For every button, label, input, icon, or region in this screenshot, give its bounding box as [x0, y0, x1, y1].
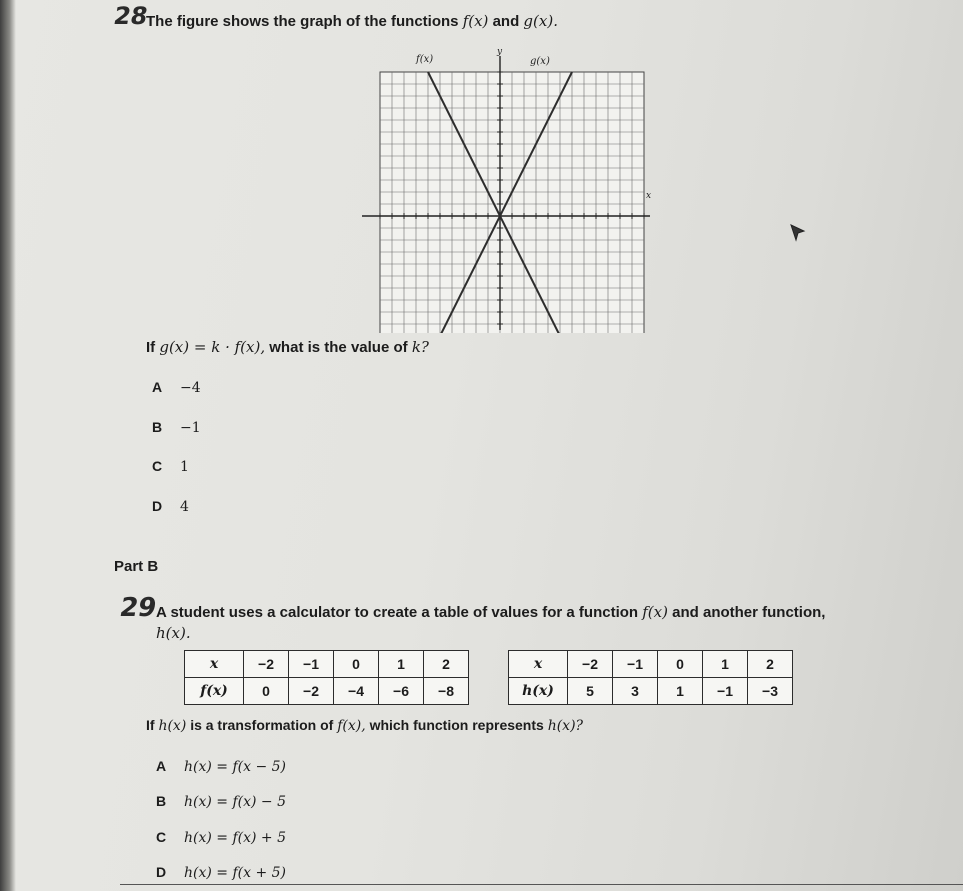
table-cell: 1	[658, 678, 703, 705]
q28-option-d[interactable]	[152, 498, 189, 515]
q29-number: 29	[117, 593, 159, 623]
q28-question-if: If	[146, 339, 156, 356]
graph-f-label: f(x)	[416, 54, 434, 65]
q28-prompt-g: g(x).	[523, 12, 558, 30]
table-cell: 1	[703, 651, 748, 678]
table-header-x: x	[509, 651, 568, 678]
table-cell: −2	[244, 651, 289, 678]
table-row	[185, 651, 469, 678]
option-value: −1	[180, 420, 201, 436]
table-h-values	[508, 650, 793, 705]
table-cell: 2	[424, 651, 469, 678]
q29-option-b[interactable]	[156, 793, 286, 810]
option-letter: C	[152, 458, 163, 474]
table-cell: −6	[379, 678, 424, 705]
option-letter: A	[156, 758, 167, 774]
part-b-heading: Part B	[114, 558, 159, 575]
table-cell: 3	[613, 678, 658, 705]
q28-option-a[interactable]	[152, 379, 201, 396]
q28-prompt-f: f(x)	[462, 12, 489, 30]
q28-graph	[360, 48, 660, 333]
option-expression: h(x) = f(x) − 5	[184, 794, 287, 810]
option-letter: A	[152, 379, 163, 395]
q29-question-f: f(x),	[337, 718, 366, 734]
page-edge-shadow	[0, 0, 16, 891]
option-expression: h(x) = f(x) + 5	[184, 830, 287, 846]
q29-prompt-a: A student uses a calculator to create a table of values for a function	[156, 604, 639, 621]
table-header-x: x	[185, 651, 244, 678]
q29-question-h2: h(x)?	[547, 718, 584, 734]
table-row	[509, 678, 793, 705]
option-letter: C	[156, 829, 167, 845]
table-cell: 0	[658, 651, 703, 678]
table-cell: −1	[703, 678, 748, 705]
q29-option-c[interactable]	[156, 829, 286, 846]
q28-question-rest: what is the value of	[269, 339, 408, 356]
table-cell: −2	[289, 678, 334, 705]
q28-prompt-and: and	[492, 13, 520, 30]
table-row	[185, 678, 469, 705]
q28-question	[146, 338, 429, 356]
q28-prompt-prefix: The figure shows the graph of the functions	[146, 13, 459, 30]
option-letter: B	[156, 793, 167, 809]
q29-question-if: If	[146, 717, 155, 733]
table-cell: 2	[748, 651, 793, 678]
table-cell: 1	[379, 651, 424, 678]
q29-option-d[interactable]	[156, 864, 286, 881]
option-expression: h(x) = f(x − 5)	[184, 759, 287, 775]
q28-prompt	[146, 12, 558, 30]
q29-prompt-line2	[156, 624, 191, 642]
q28-question-k: k?	[411, 338, 429, 356]
option-letter: B	[152, 419, 163, 435]
table-cell: 0	[244, 678, 289, 705]
option-value: 4	[180, 499, 189, 515]
q28-option-c[interactable]	[152, 458, 189, 475]
option-letter: D	[156, 864, 167, 880]
table-cell: −1	[289, 651, 334, 678]
option-value: −4	[180, 380, 201, 396]
q28-question-expr: g(x) = k · f(x),	[159, 338, 266, 356]
option-letter: D	[152, 498, 163, 514]
table-f-values	[184, 650, 469, 705]
table-cell: 5	[568, 678, 613, 705]
mouse-pointer-icon	[790, 224, 806, 244]
q29-question-rest: which function represents	[369, 717, 544, 733]
graph-g-label: g(x)	[530, 56, 550, 67]
q29-option-a[interactable]	[156, 758, 286, 775]
table-cell: −1	[613, 651, 658, 678]
q29-prompt-b: and another function,	[672, 604, 826, 621]
table-cell: −3	[748, 678, 793, 705]
q29-prompt-h: h(x).	[156, 624, 191, 642]
q28-number: 28	[111, 2, 150, 30]
table-cell: −2	[568, 651, 613, 678]
q28-option-b[interactable]	[152, 419, 201, 436]
graph-y-axis-label: y	[497, 48, 503, 57]
graph-grid	[380, 72, 644, 333]
table-header-h: h(x)	[509, 678, 568, 705]
q29-prompt-f: f(x)	[642, 603, 668, 621]
table-cell: 0	[334, 651, 379, 678]
option-value: 1	[180, 459, 189, 475]
table-header-f: f(x)	[185, 678, 244, 705]
option-expression: h(x) = f(x + 5)	[184, 865, 287, 881]
q29-question-mid: is a transformation of	[190, 717, 334, 733]
page-underline	[120, 884, 963, 885]
table-row	[509, 651, 793, 678]
table-cell: −8	[424, 678, 469, 705]
q29-prompt-line1	[156, 603, 825, 621]
q29-question-h: h(x)	[158, 718, 187, 734]
q29-question	[146, 717, 583, 734]
graph-x-axis-label: x	[646, 191, 652, 201]
table-cell: −4	[334, 678, 379, 705]
